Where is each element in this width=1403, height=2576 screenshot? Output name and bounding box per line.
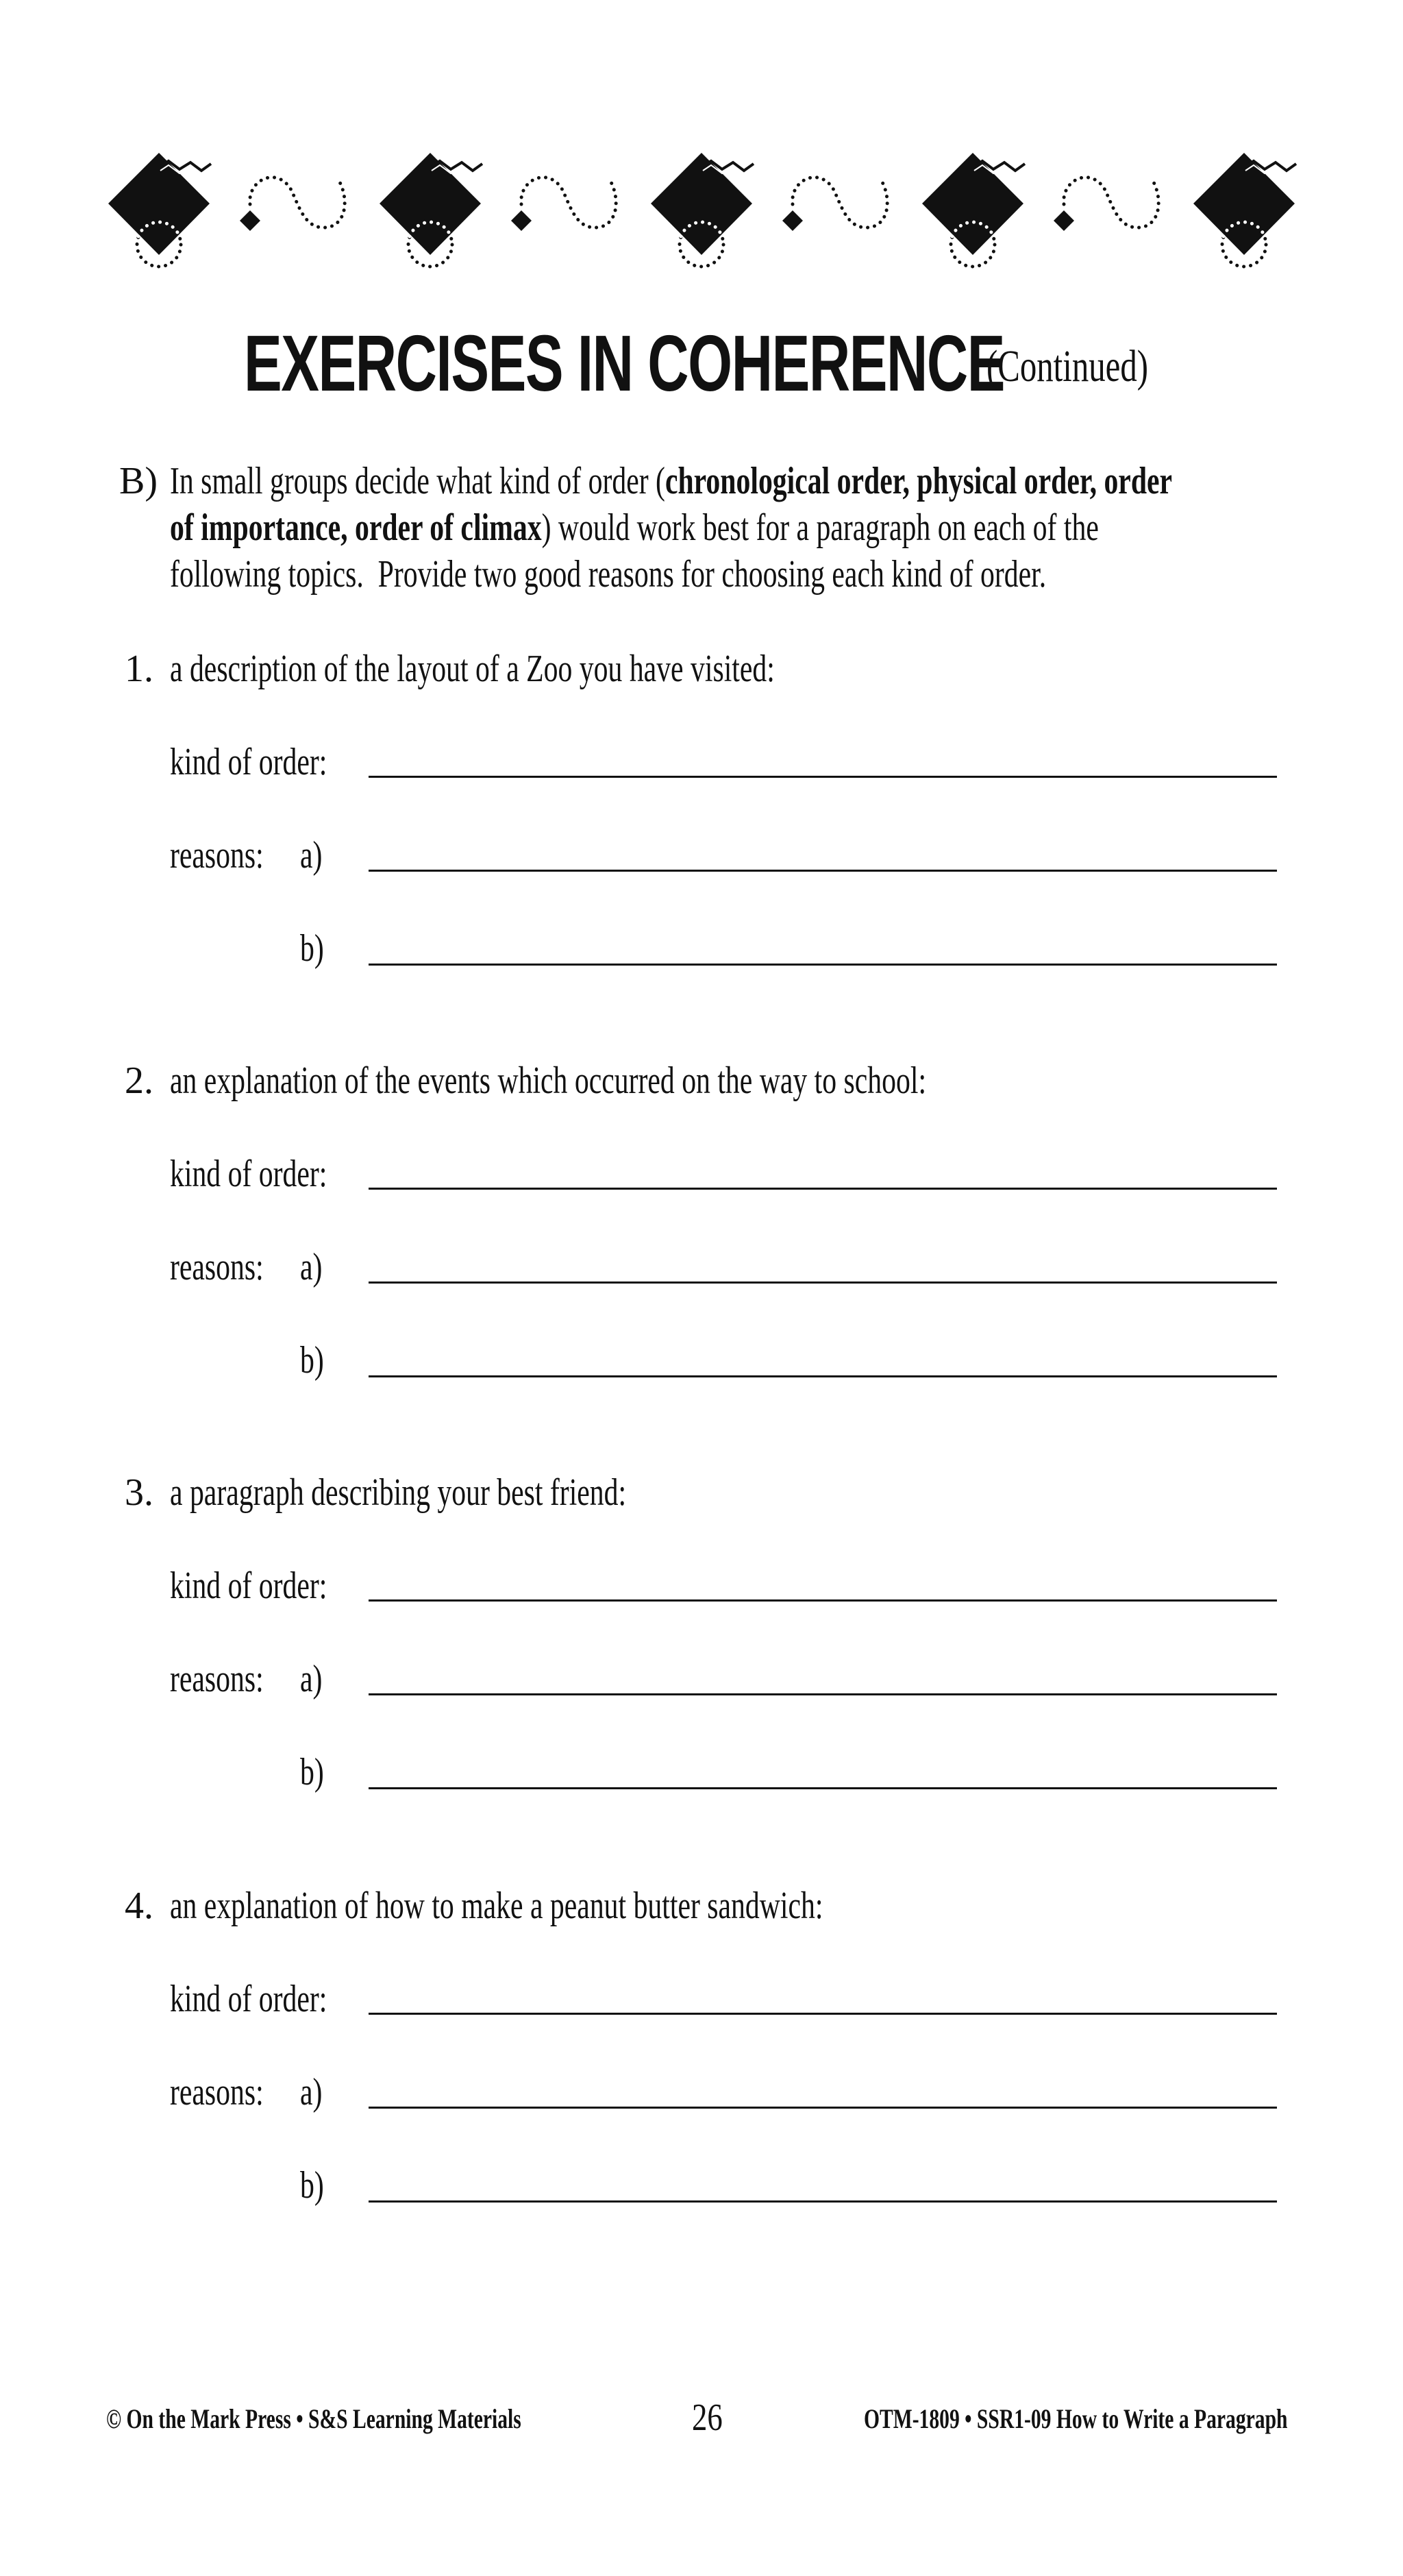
- reason-b-label: b): [300, 1751, 324, 1793]
- question-number: 2.: [125, 1059, 153, 1102]
- instructions-line-3: [170, 553, 1346, 596]
- reason-a-label: a): [300, 1658, 323, 1700]
- reason-b-answer-line[interactable]: [369, 1787, 1277, 1789]
- footer-product-code: OTM-1809 • SSR1-09 How to Write a Paragraph: [864, 2403, 1288, 2434]
- kind-of-order-answer-line[interactable]: [369, 1188, 1277, 1190]
- graduation-cap-border-icon: [0, 137, 1403, 288]
- kind-of-order-label: kind of order:: [170, 1565, 327, 1607]
- question-topic: a description of the layout of a Zoo you have visited:: [170, 648, 775, 690]
- page-title: [244, 315, 1203, 408]
- title-continued: (Continued): [986, 341, 1149, 391]
- reason-b-label: b): [300, 927, 324, 970]
- instructions-emphasis: of importance, order of climax: [170, 506, 542, 549]
- reason-b-answer-line[interactable]: [369, 2200, 1277, 2203]
- reason-a-answer-line[interactable]: [369, 2107, 1277, 2109]
- footer: [0, 2396, 1403, 2444]
- title-text: EXERCISES IN COHERENCE: [244, 319, 1004, 408]
- kind-of-order-label: kind of order:: [170, 741, 327, 783]
- header-decoration: [0, 137, 1403, 288]
- page-number: 26: [692, 2396, 723, 2439]
- kind-of-order-answer-line[interactable]: [369, 1599, 1277, 1602]
- instructions-line-2: [170, 508, 1403, 547]
- reason-b-label: b): [300, 1339, 324, 1382]
- question-1: [0, 650, 1403, 979]
- kind-of-order-answer-line[interactable]: [369, 776, 1277, 778]
- reason-b-answer-line[interactable]: [369, 1375, 1277, 1377]
- reason-a-answer-line[interactable]: [369, 1693, 1277, 1695]
- question-topic: an explanation of how to make a peanut butter sandwich:: [170, 1885, 823, 1927]
- instructions-marker: B): [119, 460, 158, 502]
- question-number: 3.: [125, 1471, 153, 1514]
- instructions-text: following topics. Provide two good reasons for choosing each kind of order.: [170, 553, 1047, 596]
- question-2: [0, 1059, 1403, 1390]
- kind-of-order-label: kind of order:: [170, 1978, 327, 2020]
- reason-a-label: a): [300, 2071, 323, 2113]
- question-number: 4.: [125, 1885, 153, 1927]
- footer-copyright: © On the Mark Press • S&S Learning Materials: [106, 2403, 521, 2434]
- instructions-emphasis: chronological order, physical order, order: [665, 460, 1173, 502]
- kind-of-order-answer-line[interactable]: [369, 2013, 1277, 2015]
- question-topic: an explanation of the events which occurred on the way to school:: [170, 1059, 927, 1102]
- reasons-label: reasons:: [170, 2071, 264, 2113]
- question-number: 1.: [125, 648, 153, 690]
- reason-a-label: a): [300, 834, 323, 876]
- question-3: [0, 1473, 1403, 1802]
- question-topic: a paragraph describing your best friend:: [170, 1471, 627, 1514]
- reasons-label: reasons:: [170, 1246, 264, 1288]
- reason-b-label: b): [300, 2164, 324, 2207]
- reasons-label: reasons:: [170, 834, 264, 876]
- instructions-line-1: [170, 462, 1403, 500]
- instructions-text: In small groups decide what kind of order (: [170, 460, 665, 502]
- kind-of-order-label: kind of order:: [170, 1153, 327, 1195]
- reason-a-answer-line[interactable]: [369, 1281, 1277, 1284]
- question-4: [0, 1887, 1403, 2216]
- reason-a-answer-line[interactable]: [369, 870, 1277, 872]
- reasons-label: reasons:: [170, 1658, 264, 1700]
- instructions-text: ) would work best for a paragraph on each of the: [541, 506, 1099, 549]
- reason-a-label: a): [300, 1246, 323, 1288]
- reason-b-answer-line[interactable]: [369, 964, 1277, 966]
